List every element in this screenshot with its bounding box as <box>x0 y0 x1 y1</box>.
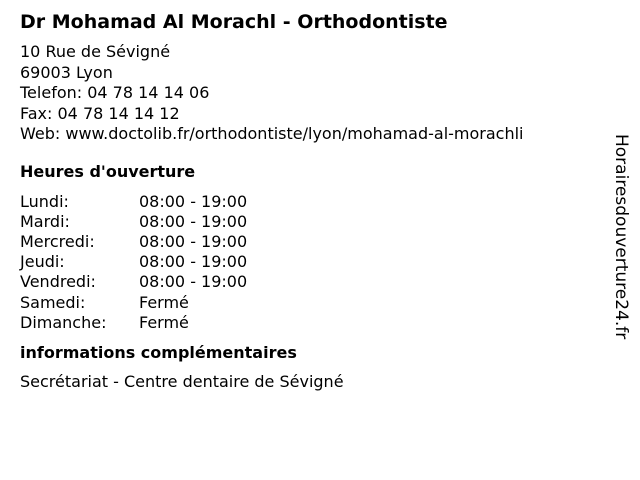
day-label: Lundi: <box>20 191 69 211</box>
additional-info-heading: informations complémentaires <box>20 342 297 362</box>
address-city: 69003 Lyon <box>20 62 113 82</box>
page-title: Dr Mohamad Al Morachl - Orthodontiste <box>20 11 448 33</box>
hours-row-sunday <box>20 313 600 333</box>
phone-value[interactable]: 04 78 14 14 06 <box>87 83 210 102</box>
fax-line <box>20 104 600 125</box>
day-label: Mercredi: <box>20 231 95 251</box>
time-value: 08:00 - 19:00 <box>139 191 248 211</box>
opening-hours-heading: Heures d'ouverture <box>20 161 196 181</box>
site-watermark: Horairesdouverture24.fr <box>611 134 631 340</box>
fax-value: 04 78 14 14 12 <box>57 103 180 123</box>
opening-hours-table <box>20 192 600 333</box>
website-link[interactable]: www.doctolib.fr/orthodontiste/lyon/mohamad-al-morachli <box>65 124 524 143</box>
time-value: 08:00 - 19:00 <box>139 272 248 292</box>
web-label: Web: <box>20 124 61 143</box>
time-value: 08:00 - 19:00 <box>139 211 248 231</box>
hours-row-wednesday <box>20 232 600 252</box>
day-label: Mardi: <box>20 211 70 231</box>
hours-row-tuesday <box>20 212 600 232</box>
hours-row-friday <box>20 272 600 292</box>
time-value: Fermé <box>139 312 189 332</box>
time-value: Fermé <box>139 292 189 312</box>
web-line <box>20 124 600 145</box>
day-label: Dimanche: <box>20 312 107 332</box>
practice-card <box>20 8 600 392</box>
address-street: 10 Rue de Sévigné <box>20 42 171 61</box>
fax-label: Fax: <box>20 103 53 123</box>
time-value: 08:00 - 19:00 <box>139 231 248 251</box>
day-label: Vendredi: <box>20 272 96 292</box>
time-value: 08:00 - 19:00 <box>139 252 248 272</box>
phone-line <box>20 83 600 104</box>
day-label: Jeudi: <box>20 252 65 272</box>
additional-info-text: Secrétariat - Centre dentaire de Sévigné <box>20 371 344 391</box>
phone-label: Telefon: <box>20 83 83 102</box>
hours-row-thursday <box>20 252 600 272</box>
hours-row-monday <box>20 192 600 212</box>
day-label: Samedi: <box>20 292 86 312</box>
hours-row-saturday <box>20 293 600 313</box>
